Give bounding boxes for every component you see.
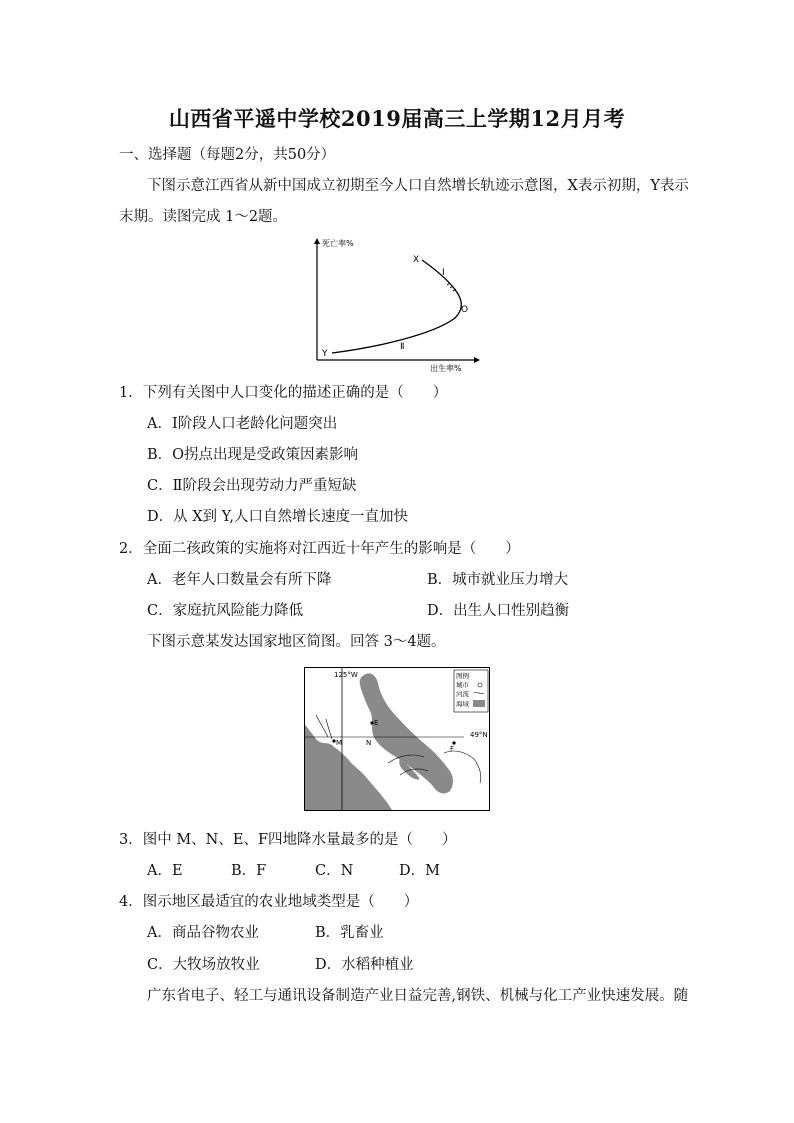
y-axis-label: 死亡率% <box>322 239 354 248</box>
y-axis-arrow-icon <box>314 238 320 244</box>
curve-tick-marks <box>447 283 456 291</box>
point-e-label: E <box>374 719 379 727</box>
q4-option-a: A．商品谷物农业 <box>147 925 259 941</box>
q2-stem: 2．全面二孩政策的实施将对江西近十年产生的影响是（ ） <box>119 541 520 557</box>
point-x-label: X <box>413 255 420 265</box>
x-axis-arrow-icon <box>474 357 480 363</box>
q3-option-c: C．N <box>315 863 354 879</box>
q2-option-d: D．出生人口性别趋衡 <box>427 603 570 619</box>
legend-river-label: 河流 <box>456 690 469 698</box>
q4-option-d: D．水稻种植业 <box>315 957 414 973</box>
q3-stem: 3．图中 M、N、E、F四地降水量最多的是（ ） <box>119 832 457 848</box>
stage-2-label: Ⅱ <box>400 342 405 352</box>
intro-paragraph-1-line2: 末期。读图完成 1～2题。 <box>119 209 288 225</box>
legend-city-icon <box>478 683 482 687</box>
intro-paragraph-3: 广东省电子、轻工与通讯设备制造产业日益完善,钢铁、机械与化工产业快速发展。随 <box>147 988 689 1004</box>
q3-option-a: A．E <box>147 863 183 879</box>
q4-option-c: C．大牧场放牧业 <box>147 957 260 973</box>
q3-option-d: D．M <box>399 863 440 879</box>
q3-option-b: B．F <box>231 863 267 879</box>
region-map <box>304 667 490 811</box>
stage-1-label: Ⅰ <box>442 268 445 278</box>
longitude-label: 125°W <box>334 671 358 679</box>
point-o-label: O <box>461 305 469 315</box>
q4-stem: 4．图示地区最适宜的农业地域类型是（ ） <box>119 894 419 910</box>
q1-option-d: D．从 X到 Y,人口自然增长速度一直加快 <box>147 509 408 525</box>
legend-city-label: 城市 <box>456 681 469 689</box>
section-heading: 一、选择题（每题2分，共50分） <box>119 147 336 163</box>
point-m-label: M <box>336 739 343 747</box>
q1-stem: 1．下列有关图中人口变化的描述正确的是（ ） <box>119 385 448 401</box>
point-f-label: F <box>450 745 455 753</box>
x-axis-label: 出生率% <box>430 364 462 372</box>
q1-option-c: C．Ⅱ阶段会出现劳动力严重短缺 <box>147 478 357 494</box>
point-y-label: Y <box>322 349 328 359</box>
legend-sea-icon <box>473 700 485 707</box>
intro-paragraph-1-line1: 下图示意江西省从新中国成立初期至今人口自然增长轨迹示意图，X表示初期，Y表示 <box>147 178 689 194</box>
legend-title: 图例 <box>456 672 469 680</box>
q2-option-c: C．家庭抗风险能力降低 <box>147 603 304 619</box>
intro-paragraph-2: 下图示意某发达国家地区简图。回答 3～4题。 <box>147 634 446 650</box>
q1-option-b: B．O拐点出现是受政策因素影响 <box>147 447 359 463</box>
legend-sea-label: 海域 <box>456 700 469 708</box>
q2-option-b: B．城市就业压力增大 <box>427 572 569 588</box>
q1-option-a: A．Ⅰ阶段人口老龄化问题突出 <box>147 416 338 432</box>
page-title: 山西省平遥中学校2019届高三上学期12月月考 <box>168 106 626 131</box>
latitude-label: 49°N <box>470 731 488 739</box>
point-n-label: N <box>366 739 372 747</box>
q2-option-a: A．老年人口数量会有所下降 <box>147 572 332 588</box>
population-trajectory-graph <box>304 232 484 372</box>
q4-option-b: B．乳畜业 <box>315 925 384 941</box>
